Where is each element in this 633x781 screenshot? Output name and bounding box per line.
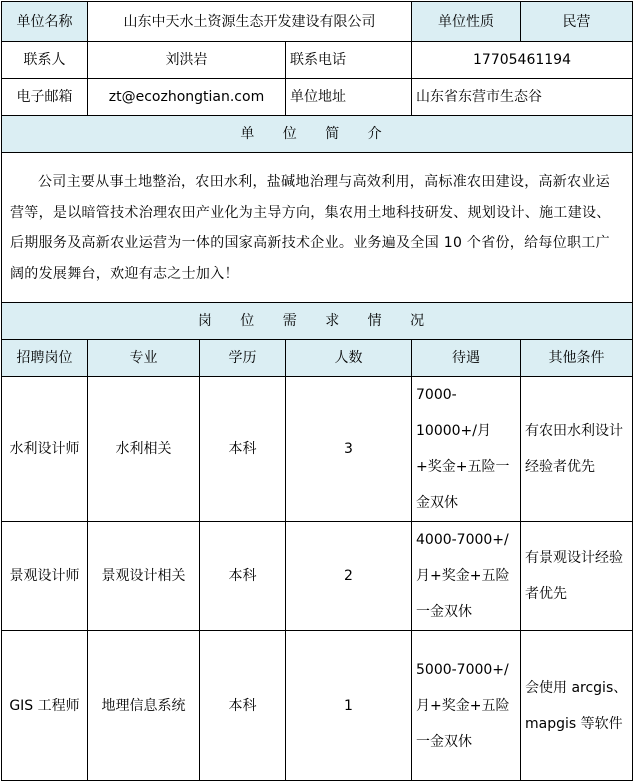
job-count: 3 [286, 377, 412, 522]
intro-heading: 单 位 简 介 [2, 116, 633, 153]
address-label: 单位地址 [286, 79, 412, 116]
table-row [2, 377, 633, 522]
company-name: 山东中天水土资源生态开发建设有限公司 [88, 2, 412, 42]
job-other: 会使用 arcgis、mapgis 等软件 [521, 631, 633, 781]
table-row [2, 631, 633, 781]
phone-label: 联系电话 [286, 42, 412, 79]
header-position: 招聘岗位 [2, 340, 88, 377]
company-type-label: 单位性质 [412, 2, 521, 42]
job-salary: 5000-7000+/月+奖金+五险一金双休 [412, 631, 521, 781]
contact-name: 刘洪岩 [88, 42, 286, 79]
phone-number: 17705461194 [412, 42, 633, 79]
jobs-header-row [2, 340, 633, 377]
job-education: 本科 [200, 377, 286, 522]
job-major: 水利相关 [88, 377, 200, 522]
job-position: 景观设计师 [2, 522, 88, 631]
intro-text: 公司主要从事土地整治，农田水利，盐碱地治理与高效利用，高标准农田建设，高新农业运营等，是以暗管技术治理农田产业化为主导方向，集农用土地科技研发、规划设计、施工建设、后期服务及高新农业运营为一体的国家高新技术企业。业务遍及全国 10 个省份，给每位职工广阔的发展舞台，欢迎有志之士加入！ [2, 153, 633, 303]
job-education: 本科 [200, 631, 286, 781]
job-count: 2 [286, 522, 412, 631]
header-other: 其他条件 [521, 340, 633, 377]
header-major: 专业 [88, 340, 200, 377]
job-salary: 7000-10000+/月+奖金+五险一金双休 [412, 377, 521, 522]
header-education: 学历 [200, 340, 286, 377]
job-education: 本科 [200, 522, 286, 631]
job-position: GIS 工程师 [2, 631, 88, 781]
email-label: 电子邮箱 [2, 79, 88, 116]
job-count: 1 [286, 631, 412, 781]
contact-label: 联系人 [2, 42, 88, 79]
job-salary: 4000-7000+/月+奖金+五险一金双休 [412, 522, 521, 631]
header-count: 人数 [286, 340, 412, 377]
email-address: zt@ecozhongtian.com [88, 79, 286, 116]
header-salary: 待遇 [412, 340, 521, 377]
job-major: 地理信息系统 [88, 631, 200, 781]
jobs-heading: 岗 位 需 求 情 况 [2, 303, 633, 340]
job-position: 水利设计师 [2, 377, 88, 522]
table-row [2, 522, 633, 631]
company-name-label: 单位名称 [2, 2, 88, 42]
job-other: 有景观设计经验者优先 [521, 522, 633, 631]
job-major: 景观设计相关 [88, 522, 200, 631]
company-type: 民营 [521, 2, 633, 42]
job-other: 有农田水利设计经验者优先 [521, 377, 633, 522]
company-address: 山东省东营市生态谷 [412, 79, 633, 116]
recruitment-table [1, 1, 633, 781]
